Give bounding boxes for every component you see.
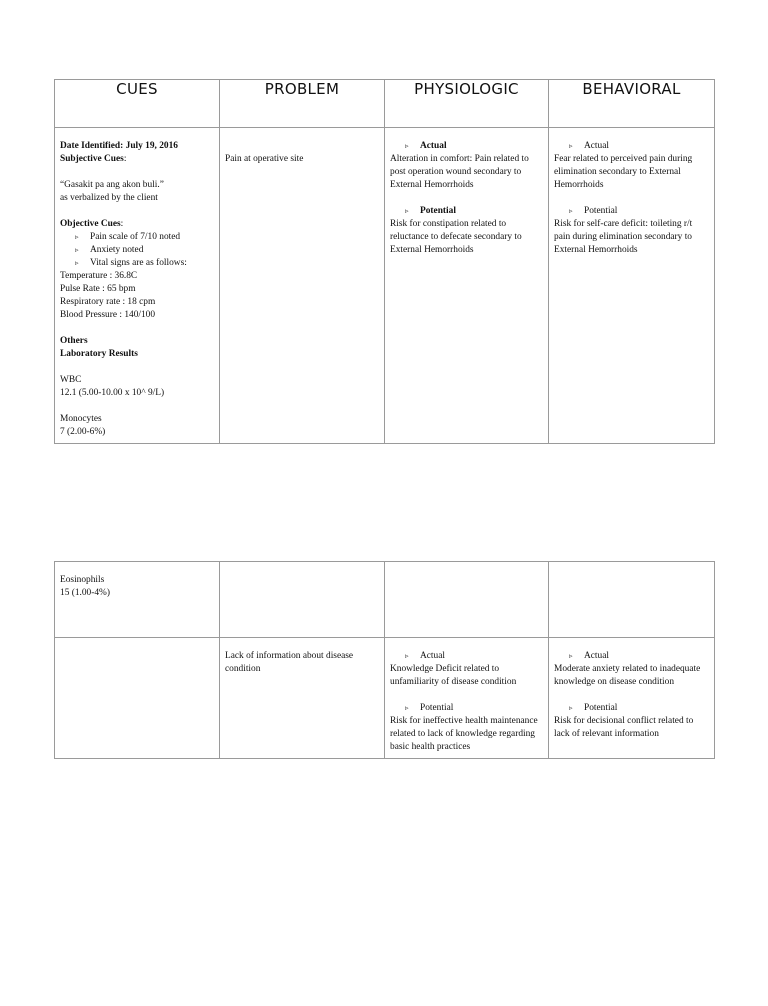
wbc-label: WBC <box>60 375 82 385</box>
subjective-colon: : <box>123 154 127 164</box>
behavioral-cell <box>549 638 715 759</box>
header-physiologic: PHYSIOLOGIC <box>385 80 549 128</box>
date-value: July 19, 2016 <box>123 141 178 151</box>
date-label: Date Identified: <box>60 141 124 151</box>
bullet-icon: ▹ <box>75 233 79 241</box>
bullet-icon: ▹ <box>405 207 409 215</box>
physiologic-actual-text: Knowledge Deficit related to unfamiliarity of disease condition <box>390 664 517 687</box>
list-item: ▹ Anxiety noted <box>75 245 144 255</box>
cues-cell <box>55 128 220 444</box>
care-plan-table-bottom <box>54 561 715 759</box>
behavioral-actual-text: Moderate anxiety related to inadequate knowledge on disease condition <box>554 664 701 687</box>
physiologic-potential-label: Potential <box>420 206 456 216</box>
behavioral-actual-label: Actual <box>584 651 609 661</box>
list-item: ▹ Vital signs are as follows: <box>75 258 187 268</box>
monocytes-value: 7 (2.00-6%) <box>60 427 106 437</box>
table-row <box>55 638 715 759</box>
problem-cell <box>220 562 385 638</box>
physiologic-potential-text: Risk for ineffective health maintenance related to lack of knowledge regarding basic health practices <box>390 716 538 752</box>
bullet-icon: ▹ <box>569 207 573 215</box>
header-row <box>55 80 715 128</box>
physiologic-actual-label: Actual <box>420 651 445 661</box>
physiologic-actual-label: Actual <box>420 141 447 151</box>
bullet-icon: ▹ <box>75 259 79 267</box>
eosinophils-label: Eosinophils <box>60 575 105 585</box>
vital-temperature: Temperature : 36.8C <box>60 271 138 281</box>
vital-respiratory: Respiratory rate : 18 cpm <box>60 297 156 307</box>
objective-colon: : <box>120 219 124 229</box>
physiologic-cell <box>385 638 549 759</box>
physiologic-potential-label: Potential <box>420 703 454 713</box>
bullet-icon: ▹ <box>569 704 573 712</box>
problem-text: Pain at operative site <box>225 154 304 164</box>
bullet-icon: ▹ <box>569 142 573 150</box>
table-row <box>55 562 715 638</box>
bullet-icon: ▹ <box>405 704 409 712</box>
header-cues: CUES <box>55 80 220 128</box>
physiologic-cell <box>385 562 549 638</box>
behavioral-actual-label: Actual <box>584 141 609 151</box>
behavioral-cell <box>549 562 715 638</box>
problem-text: Lack of information about disease condition <box>225 651 354 674</box>
header-problem: PROBLEM <box>220 80 385 128</box>
behavioral-cell <box>549 128 715 444</box>
behavioral-potential-label: Potential <box>584 206 618 216</box>
behavioral-potential-text: Risk for decisional conflict related to lack of relevant information <box>554 716 694 739</box>
problem-cell <box>220 638 385 759</box>
behavioral-potential-label: Potential <box>584 703 618 713</box>
subjective-quote: “Gasakit pa ang akon buli.” <box>60 180 164 190</box>
list-item: ▹ Pain scale of 7/10 noted <box>75 232 181 242</box>
cues-cell <box>55 562 220 638</box>
lab-results-label: Laboratory Results <box>60 349 138 359</box>
bullet-icon: ▹ <box>75 246 79 254</box>
cues-cell <box>55 638 220 759</box>
eosinophils-value: 15 (1.00-4%) <box>60 588 110 598</box>
objective-label: Objective Cues <box>60 219 121 229</box>
verbalized-note: as verbalized by the client <box>60 193 158 203</box>
behavioral-potential-text: Risk for self-care deficit: toileting r/t pain during elimination secondary to External Hemorrhoids <box>554 219 693 255</box>
header-behavioral: BEHAVIORAL <box>549 80 715 128</box>
vital-pulse: Pulse Rate : 65 bpm <box>60 284 136 294</box>
bullet-icon: ▹ <box>405 652 409 660</box>
vital-blood-pressure: Blood Pressure : 140/100 <box>60 310 156 320</box>
behavioral-actual-text: Fear related to perceived pain during elimination secondary to External Hemorrhoids <box>554 154 693 190</box>
others-label: Others <box>60 336 88 346</box>
bullet-icon: ▹ <box>405 142 409 150</box>
physiologic-actual-text: Alteration in comfort: Pain related to post operation wound secondary to External Hemorrhoids <box>390 154 529 190</box>
subjective-label: Subjective Cues <box>60 154 124 164</box>
wbc-value: 12.1 (5.00-10.00 x 10^ 9/L) <box>60 388 165 398</box>
physiologic-cell <box>385 128 549 444</box>
physiologic-potential-text: Risk for constipation related to reluctance to defecate secondary to External Hemorrhoids <box>390 219 522 255</box>
table-row <box>55 128 715 444</box>
problem-cell <box>220 128 385 444</box>
monocytes-label: Monocytes <box>60 414 102 424</box>
bullet-icon: ▹ <box>569 652 573 660</box>
care-plan-table-top <box>54 79 715 444</box>
